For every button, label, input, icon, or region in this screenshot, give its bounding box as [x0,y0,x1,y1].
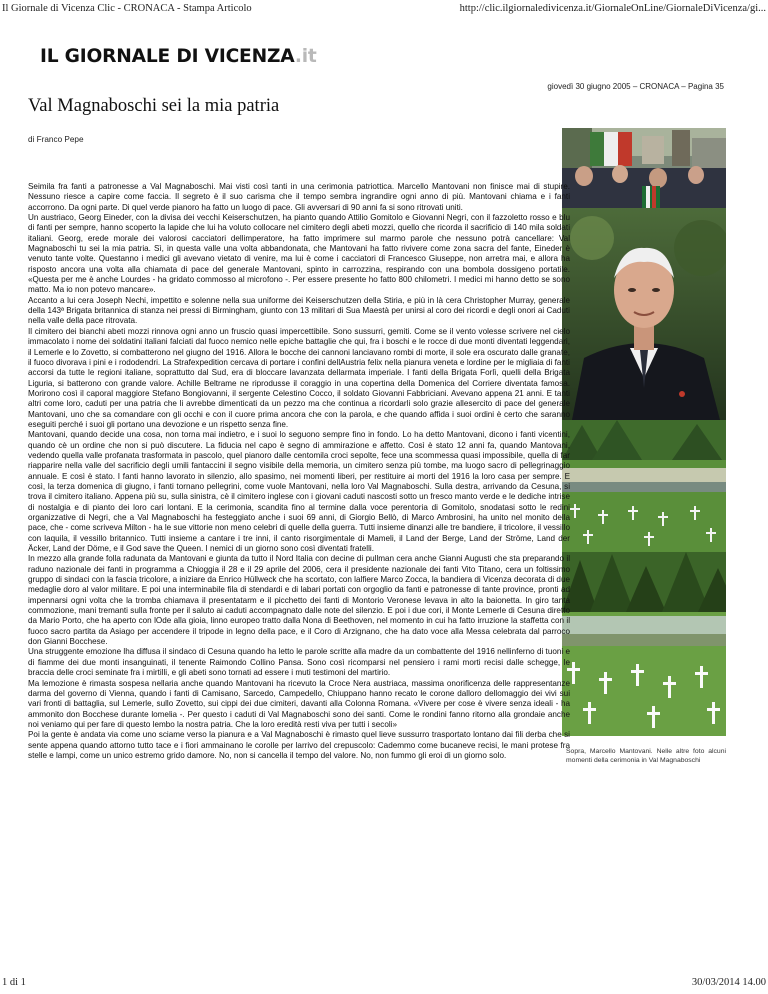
masthead-tld: .it [294,45,317,67]
article-body [28,182,728,774]
masthead-name: IL GIORNALE DI VICENZA [40,45,295,67]
print-footer [0,977,768,991]
print-header-url: http://clic.ilgiornaledivicenza.it/GiornaleOnLine/GiornaleDiVicenza/gi... [459,3,766,14]
article-paragraph: Seimila fra fanti a patronesse a Val Magnaboschi. Mai visti così tanti in una cerimonia patriottica. Marcello Mantovani non finisce mai di stupire. Nessuno riesce a capire come faccia. Il segreto è il suo carisma che il tempo sembra ingrandire ogni anno di più. Mantovani chiama e i fanti accorrono. Da ogni parte. Di quel verde pianoro ha fatto un luogo di pace. Gli avversari di 90 anni fa si sono ritrovati uniti. [28,182,570,212]
print-header [0,3,768,17]
article-byline: di Franco Pepe [28,135,84,144]
page-count: 1 di 1 [2,977,26,988]
article-title: Val Magnaboschi sei la mia patria [28,96,280,116]
photo-column-spacer [570,182,728,774]
print-timestamp: 30/03/2014 14.00 [691,977,766,988]
article-paragraph: Ma lemozione è rimasta sospesa nellaria anche quando Mantovani ha ricevuto la Croce Nera austriaca, massima onorificenza delle rappresentanze darma del governo di Vienna, quando i fanti di Camisano, Sarcedo, Campedello, Chiuppano hanno recato le corone dalloro dellomaggio dei vivi sui vari fronti di battaglia, sul Lemerle, sullo Zovetto, sui cippi dei due cimiteri, davanti alla Colonna Romana. «Vivere per cose è vivere senza ideali - ha ammonito don Bocchese durante lomelia -. Per questo i caduti di Val Magnaboschi sono dei santi. Come le rondini fanno ritorno alla grondaie anche noi veniamo qui per fare di questo lembo la nostra patria. Che la loro eredità resti viva per tutti i secoli» [28,678,570,729]
print-header-title: Il Giornale di Vicenza Clic - CRONACA - Stampa Articolo [2,3,252,14]
photo-caption: Sopra, Marcello Mantovani. Nelle altre foto alcuni momenti della cerimonia in Val Magnaboschi [566,748,726,765]
masthead-logo [40,44,317,68]
article-paragraph: In mezzo alla grande folla radunata da Mantovani e giunta da tutto il Nord Italia con decine di pullman cera anche Gianni Augusti che sta preparando il raduno nazionale dei fanti in programma a Chioggia il 28 e il 29 aprile del 2006, cera il presidente nazionale dei fanti Vito Titano, cera un foltissimo gruppo di sindaci con la fascia tricolore, a iniziare da Enrico Hüllweck che ha scortato, con lalfiere Marco Zocca, la bandiera di Vicenza decorata di due medaglie doro al valor militare. E poi una interminabile fila di stendardi e di labari portati con orgoglio da fanti e patronesse di tante province, pronti ad impennarsi ogni volta che la tromba chiamava il presentatarm e il picchetto dei fanti di Montorio Veronese levava in alto la baionetta. In giro tanta commozione, mani tremanti sulla fronte per il saluto ai caduti accompagnato dalle note del silenzio. E poi i due cori, il Monte Lemerle di Cesuna diretto da Mario Porto, che ha aperto con lOde alla gioia, linno europeo tratto dalla Nona di Beethoven, nel momento in cui ha fatto irruzione la staffetta con il fuoco sacro partita da Asiago per accendere il tripode in legno della pace, e il Coro di Arzignano, che ha dato voce alla Messa celebrata dal parroco don Gianni Bocchese. [28,554,570,647]
article-paragraph: Un austriaco, Georg Eineder, con la divisa dei vecchi Keiserschutzen, ha pianto quando Attilio Gomitolo e Giovanni Negri, con il fazzoletto rosso e blu di fanti per sempre, hanno scoperto la lapide che lui ha voluto collocare nel cimitero degli abeti mozzi, quello che ricorda il sacrificio di 140 mila soldati italiani. Georg, erede morale dei valorosi cacciatori dellimperatore, ha fatto imprimere sul marmo parole che nessuno potrà cancellare: Val Magnaboschi tu sei la mia patria. Sì, in questa valle una volta abbandonata, che Mantovani ha fatto rivivere come zona sacra del fante, Eineder è venuto tante volte. Questanno i medici gli avevano vietato di venire, ma lui è come i cacciatori di Francesco Giuseppe, non arretra mai, e allora ha risposto ancora una volta alla chiamata di pace del generale Mantovani, spinto in carrozzina, respirando con una bombola dossigeno portatile. «Questa per me è anche Lourdes - ha gridato commosso al microfono -. Per essere presente ho fatto 800 chilometri. I medici mi hanno detto se sono matto. Ma io non potevo mancare». [28,213,570,295]
article-paragraph: Mantovani, quando decide una cosa, non torna mai indietro, e i suoi lo seguono sempre fino in fondo. Lo ha detto Mantovani, dicono i fanti vicentini, quando cè un ordine che non si può discutere. La fiducia nel capo è segno di ammirazione e affetto. Così è stato 12 anni fa, quando Mantovani, vedendo quella valle profanata trasformata in pascolo, quel pianoro dalle centomila croci sepolte, fece una scommessa quasi impossibile, quella di far riapparire nella valle del sacrificio degli umili fantaccini il segno visibile della memoria, un cimitero senza più tombe, ma luogo sacro di pellegrinaggio annuale. E così è stato. I fanti hanno lavorato in silenzio, allo spasimo, nei momenti liberi, per restituire ai morti del 1916 la loro casa per sempre. E così, la terza domenica di giugno, i fanti tornano pellegrini, come vuole Mantovani, nella loro Val Magnaboschi. Sulla destra, arrivando da Cesuna, si trova il cimitero italiano. Appena più su, sulla sinistra, cè il cimitero inglese con i giovani caduti nascosti sotto un fresco manto verde e le dediche intrise di nostalgia e di pianto dei loro cari lontani. E la cerimonia, scandita fino al termine dalla voce perentoria di Gomitolo, snodatasi sotto le redini organizzative di Negri, che a Val Magnaboschi ha festeggiato anche i suoi 69 anni, di Giorgio Bellò, di Marco Ambrosini, ha unito nel monito della pace, che - come scriveva Milton - ha le sue vittorie non meno celebri di quelle della guerra. Tutti insieme dinanzi alle tre bandiere, il tricolore, il vessillo con laquila, il vessillo britannico. Tutti insieme a cantare i tre inni, il canto risorgimentale di Mameli, il Land der Berge, Land der Ströme, Land der Äcker, Land der Döme, e il God save the Queen. I nemici di un giorno sono così diventati fratelli. [28,430,570,554]
article-paragraph: Poi la gente è andata via come uno sciame verso la pianura e a Val Magnaboschi è rimasto quel lieve sussurro trasportato lontano dai fili derba che si sente appena quando attorno tutto tace e i fiori ammainano le corolle per larrivo del crepuscolo: Cademmo come bucaneve recisi, le mani protese fra stelle e lampi, come un unico estremo grido damore. No, non si cancella il tempo del valore. No, non fummo gli eroi di un giorno solo. [28,730,570,760]
article-paragraph: Accanto a lui cera Joseph Nechi, impettito e solenne nella sua uniforme dei Keiserschutzen della Stiria, e più in là cera Christopher Murray, generale della 143ª Brigata britannica di stanza nei pressi di Birmingham, giunto con 13 militari di Sua Maestà per unirsi al coro dei ricordi e degli onori ai Caduti nella valle della pace ritrovata. [28,295,570,326]
article-paragraph: Il cimitero dei bianchi abeti mozzi rinnova ogni anno un fruscio quasi impercettibile. Sono sussurri, gemiti. Come se il vento volesse scrivere nel cielo immacolato i nome dei soldatini italiani falciati dal fuoco nemico nelle epiche battaglie che qui, fra i boschi e le rocce di due monti diventati leggendari, il Lemerle e lo Zovetto, si combatterono nel giugno del 1916. Allora le bocche dei cannoni lanciavano rombi di morte, il sole era oscurato dalle granate, il fuoco divorava i pini e i rododendri. La Strafexpedition cercava di portare i confini dellAustria felix nella pianura veneta e lordine per le migliaia di fanti accorsi da tutte le regioni italiane, soprattutto dal Sud, era di bloccare lavanzata dellarmata imperiale. I fanti della Brigata Forlì, quelli della Brigata Liguria, si batterono con grande valore. Achille Beltrame ne riprodusse il coraggio in una copertina della Domenica del Corriere diventata famosa. Morirono così il caporal maggiore Stefano Bongiovanni, il sergente Celestino Cocco, il soldato Giovanni Fabbriciani. Avevano appena 21 anni. E tanti altri come loro, caduti per una patria che li avrebbe dimenticati da un pezzo ma che continua a ricordarli solo grazie allesercito di pace del generale Mantovani, uno che sa comandare con gli occhi e con il cuore prima ancora che con la parola, e che quando affida i suoi ordini è certo che saranno eseguiti perché i suoi gli portano una devozione e un rispetto senza fine. [28,326,570,429]
dateline: giovedì 30 giugno 2005 – CRONACA – Pagina 35 [547,82,724,91]
article-paragraph: Una struggente emozione lha diffusa il sindaco di Cesuna quando ha letto le parole scritte alla madre da un combattente del 1916 nellinferno di tuoni e di fiamme dei due monti insanguinati, il tenente Raimondo Collino Pansa. Sono così ricomparsi nel pensiero i rami morti recisi dalle schegge, le braccia delle croci seminate fra i mirtilli, e gli abeti sono tornati ad essere i muti testimoni del martirio. [28,647,570,678]
